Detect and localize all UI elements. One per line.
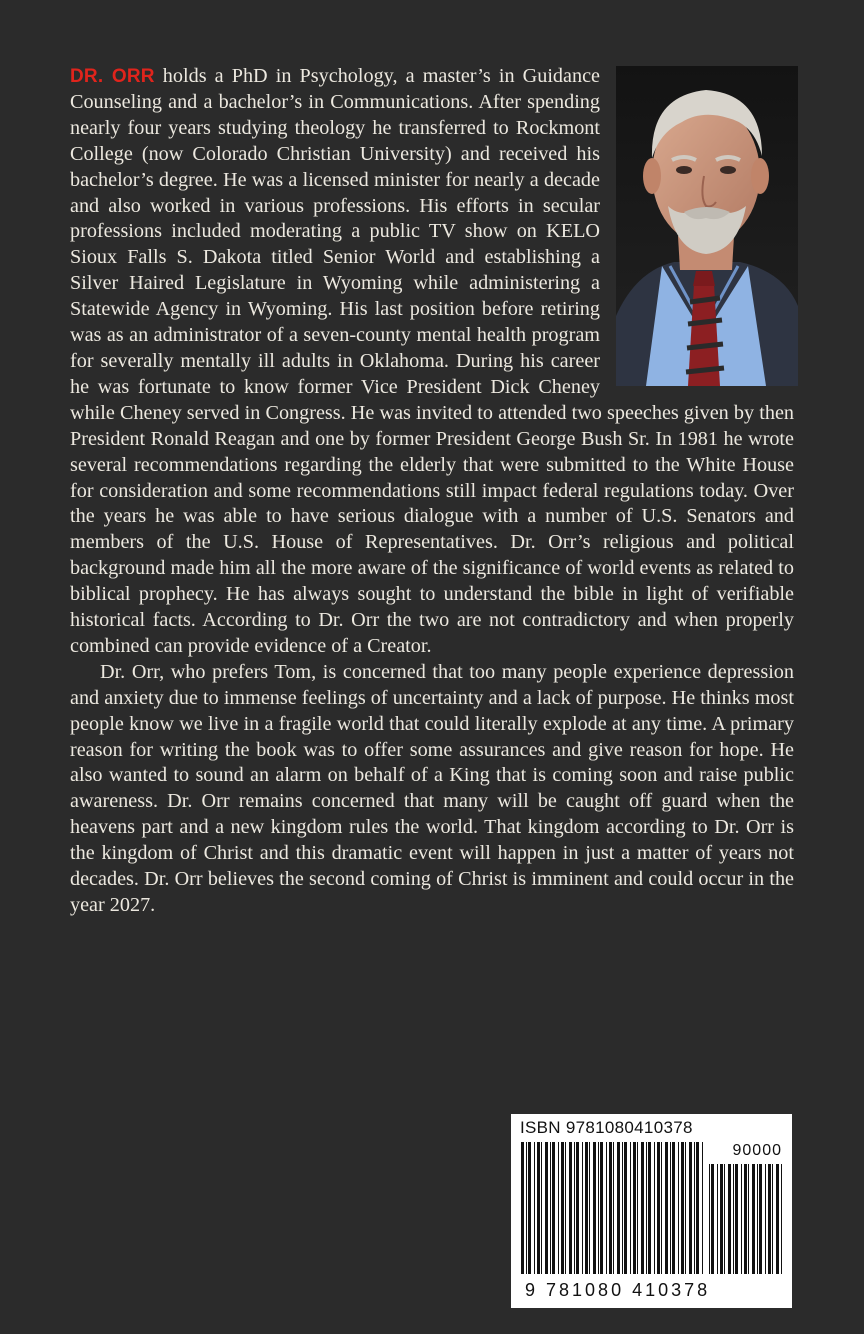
isbn-label: ISBN 9781080410378 (520, 1118, 693, 1137)
bio-paragraph-2: Dr. Orr, who prefers Tom, is concerned that too many people experience depression and anxiety due to immense feelings of uncertainty and a lack of purpose. He thinks most people know we live in a fragile world that could literally explode at any time. A primary reason for writing the book was to offer some assurances and give reason for hope. He also wanted to sound an alarm on behalf of a King that is coming soon and raise public awareness. Dr. Orr remains concerned that many will be caught off guard when the heavens part and a new kingdom rules the world. That kingdom according to Dr. Orr is the kingdom of Christ and this dramatic event will happen in just a matter of years not decades. Dr. Orr believes the second coming of Christ is imminent and could occur in the year 2027. (70, 660, 794, 916)
author-name-lead: DR. ORR (70, 66, 155, 87)
price-code: 90000 (732, 1142, 782, 1159)
barcode-digits: 9 781080 410378 (525, 1280, 711, 1300)
bio-paragraph-1-text: holds a PhD in Psychology, a master’s in Guidance Counseling and a bachelor’s in Communications. After spending nearly four years studying theology he transferred to Rockmont College (now Colorado Christian University) and received his bachelor’s degree. He was a licensed minister for nearly a decade and also worked in various professions. His efforts in secular professions included moderating a public TV show on KELO Sioux Falls S. Dakota titled Senior World and establishing a Silver Haired Legislature in Wyoming while administering a Statewide Agency in Wyoming. His last position before retiring was as an administrator of a seven-county mental health program for severally mentally ill adults in Oklahoma. During his career he was fortunate to know former Vice President Dick Cheney while Cheney served in Congress. He was invited to attended two speeches given by then President Ronald Reagan and one by former President George Bush Sr. In 1981 he wrote several recommendations regarding the elderly that were submitted to the White House for consideration and some recommendations still impact federal regulations today. Over the years he was able to have serious dialogue with a number of U.S. Senators and members of the U.S. House of Representatives. Dr. Orr’s religious and political background made him all the more aware of the significance of world events as related to biblical prophecy. He has always sought to understand the bible in light of verifiable historical facts. According to Dr. Orr the two are not contradictory and when properly combined can provide evidence of a Creator. (70, 65, 794, 657)
author-photo (616, 66, 798, 386)
isbn-barcode (511, 1114, 792, 1308)
author-bio (70, 64, 794, 919)
